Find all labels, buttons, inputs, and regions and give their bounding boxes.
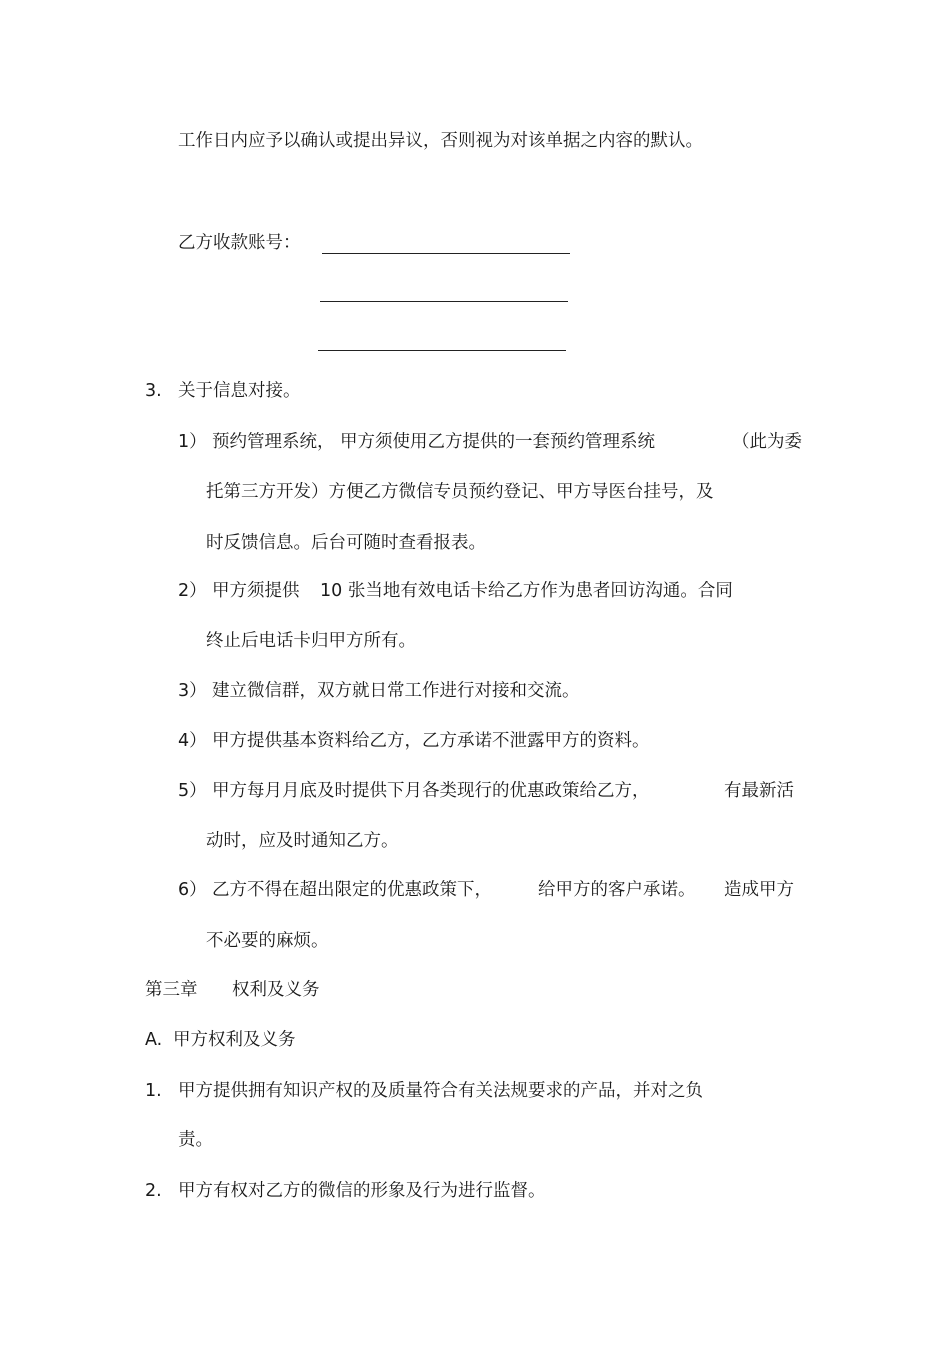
item-text: 动时，应及时通知乙方。 bbox=[206, 831, 399, 851]
item-number: 6） bbox=[178, 880, 207, 900]
section-title: 关于信息对接。 bbox=[178, 381, 301, 401]
account-line-1 bbox=[322, 253, 570, 254]
section-number: 3. bbox=[145, 381, 162, 401]
item-text: 有最新活 bbox=[724, 781, 794, 801]
item-text: 时反馈信息。后台可随时查看报表。 bbox=[206, 533, 486, 553]
item-text: 给甲方的客户承诺。 bbox=[538, 880, 696, 900]
chapter-title: 权利及义务 bbox=[232, 980, 320, 1000]
part-title: 甲方权利及义务 bbox=[173, 1030, 296, 1050]
clause-text: 责。 bbox=[178, 1130, 213, 1150]
item-text: （此为委 bbox=[732, 432, 802, 452]
item-text: 不必要的麻烦。 bbox=[206, 931, 329, 951]
clause-text: 甲方提供拥有知识产权的及质量符合有关法规要求的产品，并对之负 bbox=[178, 1081, 703, 1101]
account-label: 乙方收款账号： bbox=[178, 233, 301, 253]
clause-number: 2. bbox=[145, 1181, 162, 1201]
item-text: 造成甲方 bbox=[724, 880, 794, 900]
chapter-label: 第三章 bbox=[145, 980, 198, 1000]
account-line-2 bbox=[320, 301, 568, 302]
item-text: 建立微信群，双方就日常工作进行对接和交流。 bbox=[212, 681, 580, 701]
part-letter: A. bbox=[145, 1030, 163, 1050]
item-text: 甲方每月月底及时提供下月各类现行的优惠政策给乙方， bbox=[212, 781, 650, 801]
item-number: 3） bbox=[178, 681, 207, 701]
item-text: 10 张当地有效电话卡给乙方作为患者回访沟通。合同 bbox=[320, 581, 733, 601]
clause-text: 甲方有权对乙方的微信的形象及行为进行监督。 bbox=[178, 1181, 546, 1201]
item-number: 4） bbox=[178, 731, 207, 751]
item-text: 乙方不得在超出限定的优惠政策下， bbox=[212, 880, 492, 900]
item-text: 预约管理系统， 甲方须使用乙方提供的一套预约管理系统 bbox=[212, 432, 656, 452]
item-number: 5） bbox=[178, 781, 207, 801]
item-text: 终止后电话卡归甲方所有。 bbox=[206, 631, 416, 651]
clause-number: 1. bbox=[145, 1081, 162, 1101]
item-text: 甲方须提供 bbox=[212, 581, 300, 601]
item-number: 2） bbox=[178, 581, 207, 601]
item-text: 甲方提供基本资料给乙方，乙方承诺不泄露甲方的资料。 bbox=[212, 731, 650, 751]
account-line-3 bbox=[318, 350, 566, 351]
item-text: 托第三方开发）方便乙方微信专员预约登记、甲方导医台挂号，及 bbox=[206, 482, 714, 502]
intro-text: 工作日内应予以确认或提出异议，否则视为对该单据之内容的默认。 bbox=[178, 131, 703, 151]
item-number: 1） bbox=[178, 432, 207, 452]
